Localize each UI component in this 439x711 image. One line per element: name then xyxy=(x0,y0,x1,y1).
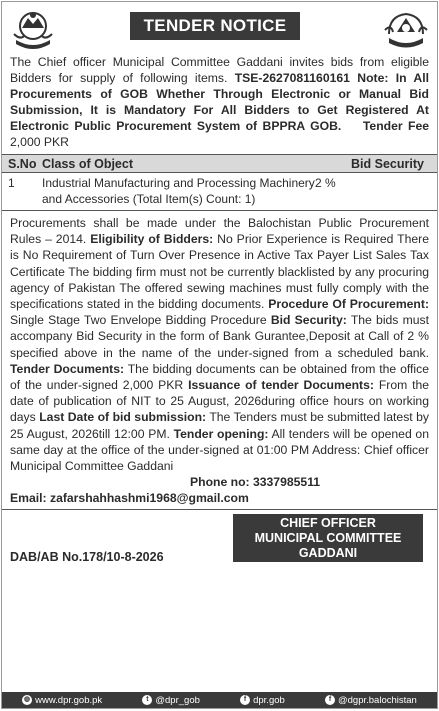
header xyxy=(2,2,437,54)
items-table xyxy=(2,154,437,211)
phone-label: Phone no: xyxy=(190,475,250,490)
globe-icon: ◍ xyxy=(24,696,31,703)
social-facebook-2[interactable] xyxy=(325,695,417,706)
tender-fee-value: 2,000 PKR xyxy=(10,135,69,149)
social-website[interactable] xyxy=(22,695,102,706)
intro-paragraph xyxy=(2,54,437,150)
government-seal-icon xyxy=(383,6,429,52)
eligibility-text: No Prior Experience is Required There is No Requirement of Turn Over Presence in Active Tax Payer List Sales Tax Certificate The bidding firm must not be currently blacklisted by any procuring agency of Pakistan The offered sewing machines must fully comply with the specifications stated in the bidding documents. xyxy=(10,232,429,312)
email-address[interactable]: zafarshahhashmi1968@gmail.com xyxy=(49,491,249,506)
header-class-of-object: Class of Object xyxy=(42,156,133,171)
chief-line-2: MUNICIPAL COMMITTEE xyxy=(254,530,402,545)
last-date-heading: Last Date of bid submission: xyxy=(39,410,207,425)
gob-note: Note: In All Procurements of GOB Whether Through Electronic or Manual Bid Submission, It is Mandatory For All Bidders to Get Registered At Electronic Public Procurement System of BPPRA GOB. xyxy=(10,71,429,133)
header-bid-security: Bid Security xyxy=(351,156,424,171)
chief-line-1: CHIEF OFFICER xyxy=(280,515,376,530)
tender-documents-heading: Tender Documents: xyxy=(10,361,125,376)
phone-number[interactable]: 3337985511 xyxy=(252,475,321,490)
twitter-icon: t xyxy=(142,695,152,705)
issuance-text: From the date of publication of NIT to 25 August, 2026during office hours on working days xyxy=(10,378,430,425)
row-security: 2 % xyxy=(315,176,336,190)
table-header xyxy=(2,155,437,173)
tender-documents-text: The bidding documents can be obtained from the office of the under-signed 2,000 PKR xyxy=(10,361,429,393)
conditions-body xyxy=(2,211,437,474)
procedure-text: Single Stage Two Envelope Bidding Procedure xyxy=(10,313,267,328)
procurement-rules: Procurements shall be made under the Balochistan Public Procurement Rules – 2014. xyxy=(10,216,429,247)
social-facebook-1-label: dpr.gob xyxy=(253,694,285,706)
phone-line xyxy=(2,474,437,490)
bid-security-heading: Bid Security: xyxy=(270,313,347,328)
facebook-icon: f xyxy=(240,695,250,705)
row-object: Industrial Manufacturing and Processing Machinery and Accessories (Total Item(s) Count: 1) xyxy=(42,176,315,206)
signature-block xyxy=(2,510,437,565)
procedure-heading: Procedure Of Procurement: xyxy=(268,297,429,312)
tender-fee-label: Tender Fee xyxy=(362,119,429,133)
social-twitter-label: @dpr_gob xyxy=(155,694,200,706)
tender-reference: TSE-2627081160161 xyxy=(234,71,350,85)
intro-text: The Chief officer Municipal Committee Gaddani invites bids from eligible Bidders for supply of following items. xyxy=(10,55,429,85)
header-sno: S.No xyxy=(8,156,37,171)
email-label: Email: xyxy=(10,491,47,506)
social-twitter[interactable] xyxy=(142,695,200,706)
issuance-heading: Issuance of tender Documents: xyxy=(188,378,374,393)
email-line xyxy=(2,490,437,506)
table-row xyxy=(2,173,437,210)
page-title: TENDER NOTICE xyxy=(130,12,300,40)
row-sno: 1 xyxy=(8,176,15,190)
dab-number: DAB/AB No.178/10-8-2026 xyxy=(10,550,164,565)
tender-opening-text: All tenders will be opened on same day at the office of the under-signed at 01:00 PM Address: Chief officer Municipal Committee Gaddani xyxy=(10,426,429,474)
chief-officer-box xyxy=(233,514,423,562)
tender-opening-heading: Tender opening: xyxy=(173,426,269,441)
social-website-label: www.dpr.gob.pk xyxy=(35,694,103,706)
eligibility-heading: Eligibility of Bidders: xyxy=(90,232,214,247)
social-bar xyxy=(2,692,437,708)
tender-notice-page xyxy=(1,1,438,709)
facebook-icon: f xyxy=(325,695,335,705)
social-facebook-2-label: @dgpr.balochistan xyxy=(338,694,417,706)
chief-line-3: GADDANI xyxy=(298,545,358,560)
last-date-text: The Tenders must be submitted latest by 25 August, 2026till 12:00 PM. xyxy=(10,410,430,441)
social-facebook-1[interactable] xyxy=(240,695,285,706)
balochistan-emblem-icon xyxy=(10,6,56,52)
bid-security-text: The bids must accompany Bid Security in the form of Bank Gurantee,Deposit at Call of 2 % specified above in the name of the under-signed from a scheduled bank. xyxy=(10,313,430,360)
